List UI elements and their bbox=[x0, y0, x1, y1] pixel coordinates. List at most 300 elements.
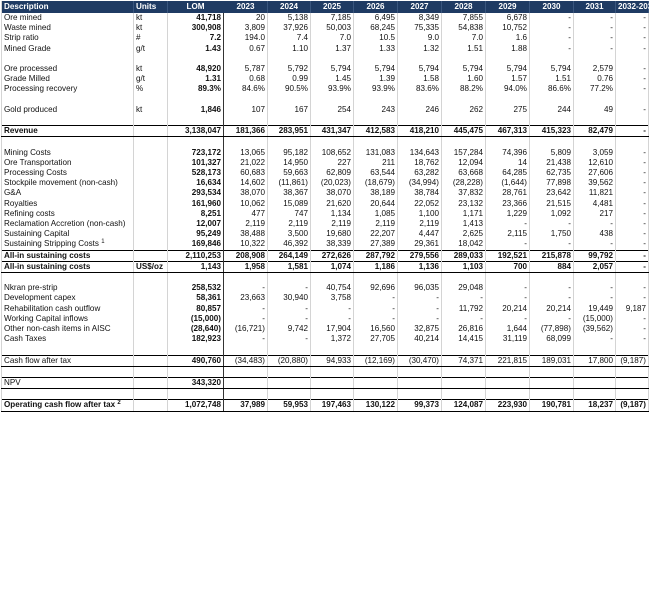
row-year-value: 194.0 bbox=[224, 33, 268, 43]
row-lom-value: 80,857 bbox=[168, 304, 224, 314]
row-lom-value: 169,846 bbox=[168, 239, 224, 250]
row-year-value: 20,214 bbox=[530, 304, 574, 314]
table-row bbox=[2, 355, 649, 366]
row-year-value: 21,620 bbox=[311, 199, 354, 209]
empty-cell bbox=[574, 273, 616, 284]
empty-cell bbox=[224, 389, 268, 400]
row-lom-value: 3,138,047 bbox=[168, 126, 224, 137]
empty-cell bbox=[530, 366, 574, 377]
empty-cell bbox=[168, 137, 224, 148]
row-year-value bbox=[224, 378, 268, 389]
row-label bbox=[2, 378, 134, 389]
empty-cell bbox=[574, 366, 616, 377]
table-row bbox=[2, 105, 649, 115]
row-year-value: - bbox=[530, 13, 574, 23]
row-unit bbox=[134, 188, 168, 198]
header-year: 2024 bbox=[268, 1, 311, 13]
row-year-value: 1,074 bbox=[311, 261, 354, 272]
empty-cell bbox=[574, 115, 616, 126]
row-year-value: 167 bbox=[268, 105, 311, 115]
row-label-text: Reclamation Accretion (non-cash) bbox=[4, 219, 126, 228]
row-label-text: All-in sustaining costs bbox=[4, 261, 91, 271]
table-row bbox=[2, 23, 649, 33]
row-label-text: Stockpile movement (non-cash) bbox=[4, 178, 118, 188]
row-label bbox=[2, 64, 134, 74]
empty-cell bbox=[486, 273, 530, 284]
row-label-text: Sustaining Stripping Costs bbox=[4, 239, 99, 249]
row-year-value: 93.9% bbox=[311, 84, 354, 94]
row-year-value: 14 bbox=[486, 158, 530, 168]
header-year: 2025 bbox=[311, 1, 354, 13]
row-year-value: - bbox=[574, 283, 616, 293]
row-year-value: 38,339 bbox=[311, 239, 354, 250]
row-year-value: - bbox=[486, 314, 530, 324]
row-year-value: 10,322 bbox=[224, 239, 268, 250]
row-label-text: Strip ratio bbox=[4, 33, 39, 43]
empty-cell bbox=[168, 389, 224, 400]
row-year-value: (16,721) bbox=[224, 324, 268, 334]
row-year-value: 9,742 bbox=[268, 324, 311, 334]
empty-cell bbox=[2, 389, 134, 400]
row-year-value: 17,904 bbox=[311, 324, 354, 334]
row-year-value: 99,792 bbox=[574, 250, 616, 261]
row-year-value: 289,033 bbox=[442, 250, 486, 261]
empty-cell bbox=[616, 137, 649, 148]
row-year-value: 38,189 bbox=[354, 188, 398, 198]
row-lom-value: 41,718 bbox=[168, 13, 224, 23]
row-year-value: - bbox=[268, 283, 311, 293]
row-year-value: 63,544 bbox=[354, 168, 398, 178]
row-label-text: Operating cash flow after tax bbox=[4, 400, 116, 410]
row-year-value: 77.2% bbox=[574, 84, 616, 94]
row-year-value: 2,119 bbox=[354, 219, 398, 229]
row-year-value: 10.5 bbox=[354, 33, 398, 43]
row-unit: g/t bbox=[134, 74, 168, 84]
row-year-value: 11,821 bbox=[574, 188, 616, 198]
empty-cell bbox=[354, 115, 398, 126]
row-unit bbox=[134, 355, 168, 366]
row-year-value bbox=[442, 378, 486, 389]
row-year-value: - bbox=[574, 44, 616, 54]
empty-cell bbox=[530, 273, 574, 284]
row-year-value: 30,940 bbox=[268, 293, 311, 303]
row-year-value: - bbox=[574, 219, 616, 229]
table-row bbox=[2, 74, 649, 84]
row-label bbox=[2, 74, 134, 84]
row-year-value: - bbox=[398, 304, 442, 314]
empty-cell bbox=[530, 115, 574, 126]
row-label bbox=[2, 400, 134, 411]
row-year-value: 38,784 bbox=[398, 188, 442, 198]
row-year-value: - bbox=[486, 283, 530, 293]
row-label-text: Development capex bbox=[4, 293, 76, 303]
row-year-value: 20,214 bbox=[486, 304, 530, 314]
row-year-value: - bbox=[574, 334, 616, 344]
row-year-value: (34,994) bbox=[398, 178, 442, 188]
row-unit bbox=[134, 229, 168, 239]
header-year: 2027 bbox=[398, 1, 442, 13]
row-year-value: 1,644 bbox=[486, 324, 530, 334]
row-year-value: 3,758 bbox=[311, 293, 354, 303]
row-year-value: (20,023) bbox=[311, 178, 354, 188]
row-year-value: 10,752 bbox=[486, 23, 530, 33]
row-unit bbox=[134, 158, 168, 168]
row-year-value: 3,500 bbox=[268, 229, 311, 239]
row-year-value: 50,003 bbox=[311, 23, 354, 33]
row-year-value: (12,169) bbox=[354, 355, 398, 366]
row-year-value: - bbox=[574, 33, 616, 43]
row-year-value: - bbox=[268, 314, 311, 324]
row-year-value: - bbox=[574, 239, 616, 250]
row-lom-value: 1,143 bbox=[168, 261, 224, 272]
row-unit: % bbox=[134, 84, 168, 94]
row-label-text: Cash flow after tax bbox=[4, 355, 72, 365]
row-year-value: 37,926 bbox=[268, 23, 311, 33]
row-year-value: 9,187 bbox=[616, 304, 649, 314]
row-year-value: 60,683 bbox=[224, 168, 268, 178]
empty-cell bbox=[574, 389, 616, 400]
row-year-value: 94.0% bbox=[486, 84, 530, 94]
row-lom-value: 8,251 bbox=[168, 209, 224, 219]
row-year-value: 38,070 bbox=[311, 188, 354, 198]
row-year-value: - bbox=[616, 33, 649, 43]
row-unit bbox=[134, 239, 168, 250]
empty-cell bbox=[268, 273, 311, 284]
row-unit: g/t bbox=[134, 44, 168, 54]
row-year-value: 2,119 bbox=[224, 219, 268, 229]
row-year-value: 14,602 bbox=[224, 178, 268, 188]
empty-cell bbox=[224, 273, 268, 284]
row-lom-value: 16,634 bbox=[168, 178, 224, 188]
row-year-value: 223,930 bbox=[486, 400, 530, 411]
row-year-value: (1,644) bbox=[486, 178, 530, 188]
row-year-value: - bbox=[616, 314, 649, 324]
row-year-value bbox=[530, 378, 574, 389]
empty-cell bbox=[311, 137, 354, 148]
row-year-value: 40,214 bbox=[398, 334, 442, 344]
row-lom-value: 1.31 bbox=[168, 74, 224, 84]
row-label bbox=[2, 148, 134, 158]
empty-cell bbox=[2, 54, 134, 64]
row-year-value: - bbox=[616, 64, 649, 74]
table-row bbox=[2, 158, 649, 168]
row-year-value: 2,579 bbox=[574, 64, 616, 74]
row-label-text: Nkran pre-strip bbox=[4, 283, 58, 293]
empty-cell bbox=[486, 95, 530, 105]
row-year-value: 5,792 bbox=[268, 64, 311, 74]
row-unit bbox=[134, 314, 168, 324]
empty-cell bbox=[616, 344, 649, 355]
row-label-text: NPV bbox=[4, 378, 21, 387]
spacer-row bbox=[2, 95, 649, 105]
empty-cell bbox=[398, 273, 442, 284]
empty-cell bbox=[398, 344, 442, 355]
row-year-value: 19,680 bbox=[311, 229, 354, 239]
row-label-text: Ore mined bbox=[4, 13, 42, 22]
empty-cell bbox=[616, 273, 649, 284]
row-unit bbox=[134, 324, 168, 334]
empty-cell bbox=[2, 366, 134, 377]
row-year-value: 192,521 bbox=[486, 250, 530, 261]
row-year-value: 14,415 bbox=[442, 334, 486, 344]
row-year-value: 6,495 bbox=[354, 13, 398, 23]
row-label bbox=[2, 293, 134, 303]
row-unit bbox=[134, 178, 168, 188]
row-year-value: - bbox=[616, 168, 649, 178]
row-label bbox=[2, 44, 134, 54]
row-year-value: - bbox=[616, 283, 649, 293]
footnote-marker: 1 bbox=[101, 239, 105, 246]
row-year-value: 8,349 bbox=[398, 13, 442, 23]
row-year-value: 5,809 bbox=[530, 148, 574, 158]
empty-cell bbox=[311, 115, 354, 126]
row-unit bbox=[134, 199, 168, 209]
empty-cell bbox=[442, 54, 486, 64]
row-year-value: - bbox=[268, 334, 311, 344]
row-year-value: 2,625 bbox=[442, 229, 486, 239]
row-label bbox=[2, 33, 134, 43]
row-year-value: 5,138 bbox=[268, 13, 311, 23]
row-year-value: 131,083 bbox=[354, 148, 398, 158]
row-year-value: 54,838 bbox=[442, 23, 486, 33]
row-year-value: - bbox=[311, 314, 354, 324]
row-year-value bbox=[311, 378, 354, 389]
row-year-value: 63,668 bbox=[442, 168, 486, 178]
row-year-value: 254 bbox=[311, 105, 354, 115]
row-year-value: - bbox=[398, 314, 442, 324]
row-lom-value: 1,072,748 bbox=[168, 400, 224, 411]
spacer-row bbox=[2, 389, 649, 400]
row-year-value: - bbox=[616, 13, 649, 23]
row-year-value: (15,000) bbox=[574, 314, 616, 324]
row-year-value: 5,794 bbox=[354, 64, 398, 74]
empty-cell bbox=[442, 137, 486, 148]
row-year-value: - bbox=[442, 293, 486, 303]
empty-cell bbox=[574, 95, 616, 105]
row-year-value: 94,933 bbox=[311, 355, 354, 366]
row-lom-value: 12,007 bbox=[168, 219, 224, 229]
row-label bbox=[2, 23, 134, 33]
empty-cell bbox=[616, 115, 649, 126]
row-year-value: 1,958 bbox=[224, 261, 268, 272]
row-year-value: 23,663 bbox=[224, 293, 268, 303]
row-year-value: 39,562 bbox=[574, 178, 616, 188]
spacer-row bbox=[2, 115, 649, 126]
spacer-row bbox=[2, 366, 649, 377]
row-year-value: 130,122 bbox=[354, 400, 398, 411]
row-year-value: (9,187) bbox=[616, 355, 649, 366]
row-year-value: 1.10 bbox=[268, 44, 311, 54]
row-year-value: 1,171 bbox=[442, 209, 486, 219]
row-year-value bbox=[268, 378, 311, 389]
row-year-value: 275 bbox=[486, 105, 530, 115]
row-year-value: 7,185 bbox=[311, 13, 354, 23]
row-year-value: - bbox=[574, 23, 616, 33]
empty-cell bbox=[168, 273, 224, 284]
row-year-value: (20,880) bbox=[268, 355, 311, 366]
empty-cell bbox=[168, 95, 224, 105]
empty-cell bbox=[311, 389, 354, 400]
empty-cell bbox=[224, 344, 268, 355]
row-year-value: 46,392 bbox=[268, 239, 311, 250]
row-year-value: - bbox=[616, 229, 649, 239]
row-label-text: Other non-cash items in AISC bbox=[4, 324, 111, 334]
row-year-value: - bbox=[530, 239, 574, 250]
empty-cell bbox=[168, 366, 224, 377]
row-year-value: 283,951 bbox=[268, 126, 311, 137]
row-unit bbox=[134, 250, 168, 261]
empty-cell bbox=[311, 344, 354, 355]
row-year-value: 1.57 bbox=[486, 74, 530, 84]
empty-cell bbox=[486, 137, 530, 148]
row-year-value: 86.6% bbox=[530, 84, 574, 94]
row-lom-value: 293,534 bbox=[168, 188, 224, 198]
row-year-value: 5,794 bbox=[530, 64, 574, 74]
empty-cell bbox=[354, 54, 398, 64]
table-row bbox=[2, 378, 649, 389]
row-year-value: - bbox=[616, 126, 649, 137]
row-year-value: 27,606 bbox=[574, 168, 616, 178]
empty-cell bbox=[530, 389, 574, 400]
row-year-value: 59,663 bbox=[268, 168, 311, 178]
row-year-value: 63,282 bbox=[398, 168, 442, 178]
row-year-value: 37,989 bbox=[224, 400, 268, 411]
row-year-value: 2,115 bbox=[486, 229, 530, 239]
row-year-value: 1.32 bbox=[398, 44, 442, 54]
row-year-value: 31,119 bbox=[486, 334, 530, 344]
row-year-value: 20 bbox=[224, 13, 268, 23]
table-row bbox=[2, 293, 649, 303]
row-year-value: - bbox=[616, 158, 649, 168]
row-year-value: - bbox=[398, 293, 442, 303]
empty-cell bbox=[616, 95, 649, 105]
row-year-value: 246 bbox=[398, 105, 442, 115]
row-year-value: 62,809 bbox=[311, 168, 354, 178]
empty-cell bbox=[354, 366, 398, 377]
empty-cell bbox=[486, 115, 530, 126]
row-unit: kt bbox=[134, 23, 168, 33]
row-year-value: - bbox=[268, 304, 311, 314]
row-lom-value: 1.43 bbox=[168, 44, 224, 54]
row-year-value: 13,065 bbox=[224, 148, 268, 158]
table-row bbox=[2, 188, 649, 198]
row-lom-value: 101,327 bbox=[168, 158, 224, 168]
row-unit bbox=[134, 304, 168, 314]
row-year-value: 7,855 bbox=[442, 13, 486, 23]
row-year-value: (11,861) bbox=[268, 178, 311, 188]
row-unit: kt bbox=[134, 105, 168, 115]
table-row bbox=[2, 148, 649, 158]
row-year-value: - bbox=[224, 334, 268, 344]
table-row bbox=[2, 13, 649, 23]
row-label-text: Royalties bbox=[4, 198, 38, 208]
row-year-value: - bbox=[616, 105, 649, 115]
row-year-value: 32,875 bbox=[398, 324, 442, 334]
row-year-value: 74,371 bbox=[442, 355, 486, 366]
empty-cell bbox=[224, 115, 268, 126]
row-year-value: 3,059 bbox=[574, 148, 616, 158]
row-year-value: 211 bbox=[354, 158, 398, 168]
row-year-value: 29,361 bbox=[398, 239, 442, 250]
row-year-value: 23,132 bbox=[442, 199, 486, 209]
row-label-text: Grade Milled bbox=[4, 74, 50, 84]
row-year-value: 22,052 bbox=[398, 199, 442, 209]
row-year-value: 124,087 bbox=[442, 400, 486, 411]
row-year-value: (28,228) bbox=[442, 178, 486, 188]
row-year-value: - bbox=[486, 219, 530, 229]
empty-cell bbox=[168, 115, 224, 126]
header-year: 2032-2035 bbox=[616, 1, 649, 13]
row-year-value: (18,679) bbox=[354, 178, 398, 188]
row-year-value: - bbox=[530, 33, 574, 43]
row-year-value: 157,284 bbox=[442, 148, 486, 158]
row-year-value: 29,048 bbox=[442, 283, 486, 293]
row-year-value bbox=[398, 378, 442, 389]
row-label-text: Processing Costs bbox=[4, 167, 67, 177]
row-year-value: 1.45 bbox=[311, 74, 354, 84]
row-year-value: 1,581 bbox=[268, 261, 311, 272]
empty-cell bbox=[486, 344, 530, 355]
empty-cell bbox=[398, 366, 442, 377]
row-year-value: 2,119 bbox=[311, 219, 354, 229]
empty-cell bbox=[168, 54, 224, 64]
row-label-text: Mined Grade bbox=[4, 43, 51, 53]
row-label bbox=[2, 168, 134, 178]
empty-cell bbox=[311, 54, 354, 64]
row-year-value: 64,285 bbox=[486, 168, 530, 178]
row-label-text: Ore Transportation bbox=[4, 157, 72, 167]
row-year-value: 1,100 bbox=[398, 209, 442, 219]
row-year-value: 438 bbox=[574, 229, 616, 239]
row-year-value: 221,815 bbox=[486, 355, 530, 366]
row-year-value: - bbox=[354, 304, 398, 314]
empty-cell bbox=[311, 366, 354, 377]
row-year-value: 1,085 bbox=[354, 209, 398, 219]
empty-cell bbox=[268, 54, 311, 64]
row-year-value: 90.5% bbox=[268, 84, 311, 94]
row-year-value: 18,042 bbox=[442, 239, 486, 250]
row-lom-value: 343,320 bbox=[168, 378, 224, 389]
row-year-value: 16,560 bbox=[354, 324, 398, 334]
row-year-value: - bbox=[574, 293, 616, 303]
row-unit: US$/oz bbox=[134, 261, 168, 272]
row-year-value: 1,092 bbox=[530, 209, 574, 219]
row-year-value: 0.67 bbox=[224, 44, 268, 54]
row-year-value: 82,479 bbox=[574, 126, 616, 137]
table-row bbox=[2, 64, 649, 74]
row-year-value: 77,898 bbox=[530, 178, 574, 188]
row-year-value: - bbox=[354, 314, 398, 324]
empty-cell bbox=[574, 344, 616, 355]
row-year-value: 1.58 bbox=[398, 74, 442, 84]
row-unit bbox=[134, 334, 168, 344]
row-year-value: 181,366 bbox=[224, 126, 268, 137]
table-row bbox=[2, 229, 649, 239]
row-year-value: 0.99 bbox=[268, 74, 311, 84]
row-year-value: 700 bbox=[486, 261, 530, 272]
empty-cell bbox=[616, 366, 649, 377]
empty-cell bbox=[2, 137, 134, 148]
row-label bbox=[2, 239, 134, 250]
row-year-value: - bbox=[530, 219, 574, 229]
row-year-value: - bbox=[530, 314, 574, 324]
row-label bbox=[2, 158, 134, 168]
empty-cell bbox=[134, 389, 168, 400]
row-year-value: 1.6 bbox=[486, 33, 530, 43]
row-year-value: 93.9% bbox=[354, 84, 398, 94]
row-year-value: - bbox=[486, 239, 530, 250]
header-lom: LOM bbox=[168, 1, 224, 13]
